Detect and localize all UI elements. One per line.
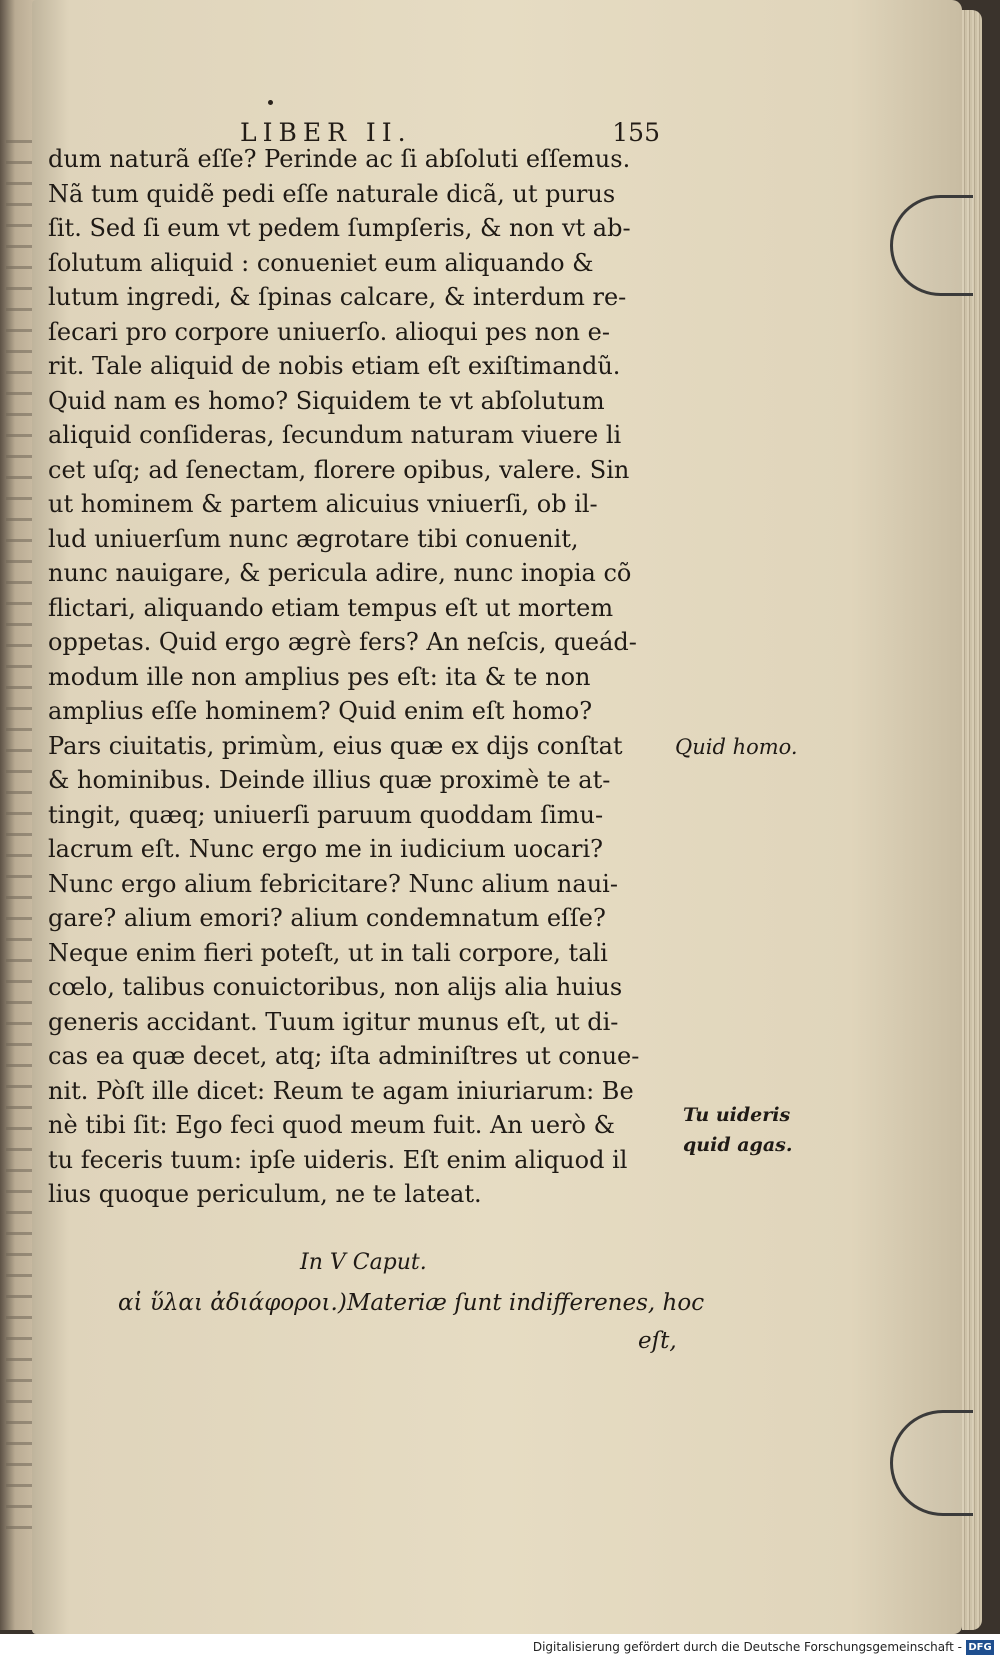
text-line: Nunc ergo alium febricitare? Nunc alium naui-: [48, 869, 618, 898]
greek-lemma: αἱ ὕλαι ἀδιάφοροι.: [118, 1290, 338, 1316]
text-line: lutum ingredi, & ſpinas calcare, & interdum re-: [48, 283, 627, 311]
text-line: nit. Pòſt ille dicet: Reum te agam iniuriarum: Be: [48, 1076, 634, 1105]
margin-note-quid-homo: Quid homo.: [675, 735, 798, 759]
footer-credit: Digitalisierung gefördert durch die Deutsche Forschungsgemeinschaft -: [532, 1640, 962, 1654]
text-line: cœlo, talibus conuictoribus, non alijs alia huius: [48, 973, 623, 1001]
text-line: Nã tum quidẽ pedi eſſe naturale dicã, ut purus: [48, 179, 616, 208]
text-line: ſit. Sed ſi eum vt pedem ſumpſeris, & non vt ab-: [48, 214, 631, 242]
text-line: Neque enim fieri poteſt, ut in tali corpore, tali: [48, 938, 608, 967]
text-line: lud uniuerſum nunc ægrotare tibi conuenit,: [48, 524, 579, 553]
folio-number: 155: [612, 118, 660, 147]
text-line: ſolutum aliquid : conueniet eum aliquando &: [48, 248, 594, 277]
text-line: tingit, quæq; uniuerſi paruum quoddam ſimu-: [48, 800, 604, 829]
chapter-heading: In V Caput.: [300, 1250, 427, 1275]
text-line: lius quoque periculum, ne te lateat.: [48, 1180, 482, 1208]
text-line: nunc nauigare, & pericula adire, nunc inopia cõ: [48, 559, 632, 587]
text-line: flictari, aliquando etiam tempus eſt ut mortem: [48, 593, 614, 622]
text-line: & hominibus. Deinde illius quæ proximè te at-: [48, 766, 611, 794]
footer-bar: [0, 1634, 1000, 1660]
latin-gloss: )Materiæ ſunt indifferenes, hoc: [337, 1290, 705, 1316]
main-text-block: [48, 142, 678, 1212]
text-line: modum ille non amplius pes eſt: ita & te non: [48, 662, 591, 691]
margin-note-line: Tu uideris: [683, 1104, 791, 1126]
text-line: Quid nam es homo? Siquidem te vt abſolutum: [48, 386, 605, 415]
ink-dot: [268, 100, 273, 105]
text-line: tu feceris tuum: ipſe uideris. Eſt enim aliquod il: [48, 1145, 628, 1174]
text-line: aliquid conſideras, ſecundum naturam viuere li: [48, 421, 622, 449]
bleed-through-text: [6, 140, 32, 1540]
text-line: amplius eſſe hominem? Quid enim eſt homo?: [48, 697, 593, 725]
text-line: oppetas. Quid ergo ægrè fers? An neſcis, queád-: [48, 628, 637, 656]
text-line: Pars ciuitatis, primùm, eius quæ ex dijs conſtat: [48, 731, 623, 760]
running-title: LIBER II.: [240, 118, 412, 147]
text-line: cas ea quæ decet, atq; iſta adminiſtres ut conue-: [48, 1042, 640, 1070]
text-line: generis accidant. Tuum igitur munus eſt, ut di-: [48, 1007, 619, 1036]
text-line: ſecari pro corpore uniuerſo. alioqui pes non e-: [48, 317, 610, 346]
text-line: nè tibi ſit: Ego feci quod meum fuit. An uerò &: [48, 1111, 615, 1139]
text-line: lacrum eſt. Nunc ergo me in iudicium uocari?: [48, 835, 603, 863]
text-line: rit. Tale aliquid de nobis etiam eſt exiſtimandũ.: [48, 352, 621, 380]
text-line: gare? alium emori? alium condemnatum eſſe?: [48, 904, 606, 932]
margin-note-line: quid agas.: [683, 1134, 793, 1156]
catchword: eſt,: [638, 1328, 677, 1354]
dfg-logo: DFG: [966, 1640, 994, 1655]
margin-note-tu-uideris: [683, 1100, 792, 1160]
commentary-line: [118, 1290, 704, 1316]
text-line: ut hominem & partem alicuius vniuerſi, ob il-: [48, 490, 598, 518]
text-line: cet uſq; ad ſenectam, florere opibus, valere. Sin: [48, 455, 630, 484]
text-line: dum naturã eſſe? Perinde ac ſi abſoluti eſſemus.: [48, 145, 631, 173]
